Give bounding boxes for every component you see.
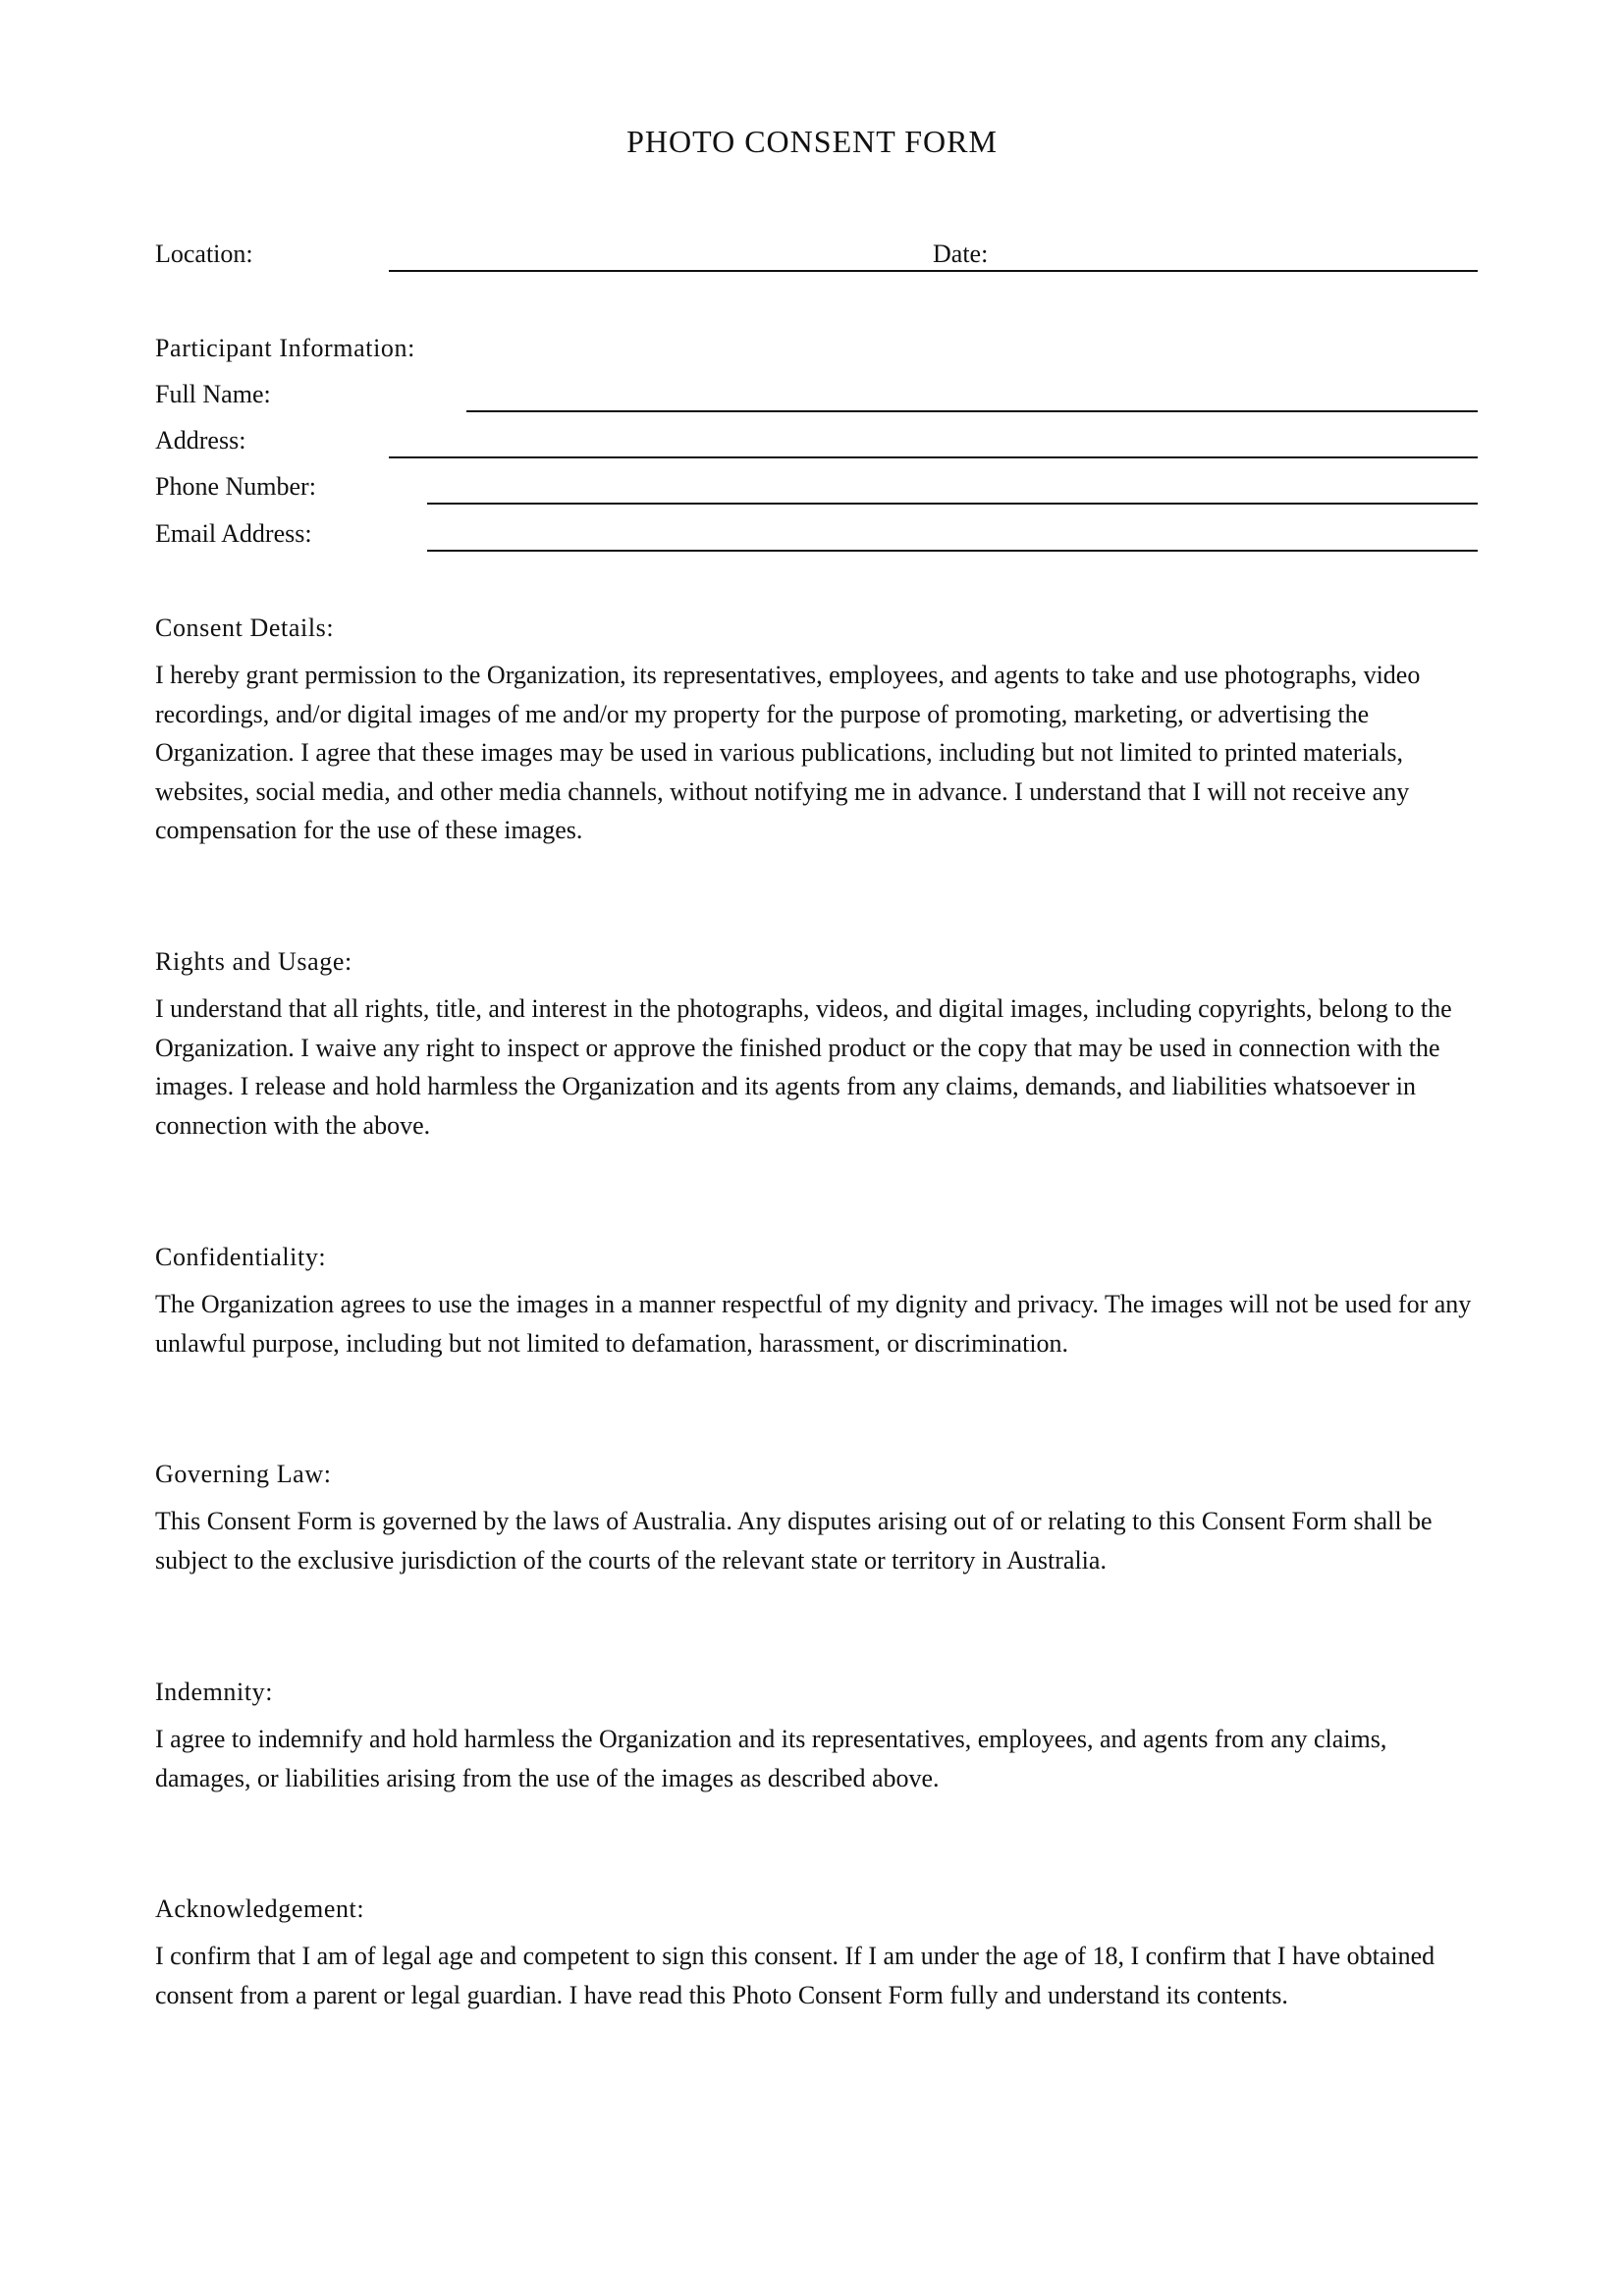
participant-info-heading: Participant Information: [155,334,415,362]
location-label: Location: [155,240,253,268]
page-title: PHOTO CONSENT FORM [626,124,998,159]
phone-label: Phone Number: [155,472,316,501]
indemnity-heading: Indemnity: [155,1678,274,1706]
address-label: Address: [155,426,246,454]
email-field-line[interactable] [427,550,1478,552]
governing-law-heading: Governing Law: [155,1460,332,1488]
consent-details-text: I hereby grant permission to the Organization, its representatives, employees, and agents to take and use photographs, video recordings, and/or digital images of me and/or my property for the purpose of promoting, marketing, or advertising the Organization. I agree that these images may be used in various publications, including but not limited to printed materials, websites, social media, and other media channels, without notifying me in advance. I understand that I will not receive any compensation for the use of these images. [155,661,1421,844]
acknowledgement-heading: Acknowledgement: [155,1895,365,1923]
full-name-label: Full Name: [155,380,271,408]
rights-usage-text: I understand that all rights, title, and interest in the photographs, videos, and digital images, including copyrights, belong to the Organization. I waive any right to inspect or approve the finished product or the copy that may be used in connection with the images. I release and hold harmless the Organization and its agents from any claims, demands, and liabilities whatsoever in connection with the above. [155,994,1452,1140]
full-name-field-line[interactable] [466,410,1478,412]
date-label: Date: [933,240,989,268]
consent-details-heading: Consent Details: [155,614,335,642]
address-field-line[interactable] [389,456,1478,458]
phone-field-line[interactable] [427,503,1478,505]
location-date-field-line[interactable] [389,270,1478,272]
governing-law-text: This Consent Form is governed by the laws of Australia. Any disputes arising out of or relating to this Consent Form shall be subject to the exclusive jurisdiction of the courts of the relevant state or territory in Australia. [155,1507,1433,1575]
rights-usage-heading: Rights and Usage: [155,947,352,976]
acknowledgement-text: I confirm that I am of legal age and competent to sign this consent. If I am under the age of 18, I confirm that I have obtained consent from a parent or legal guardian. I have read this Photo Consent Form fully and understand its contents. [155,1942,1435,2009]
confidentiality-heading: Confidentiality: [155,1243,327,1271]
confidentiality-text: The Organization agrees to use the images in a manner respectful of my dignity and privacy. The images will not be used for any unlawful purpose, including but not limited to defamation, harassment, or discrimination. [155,1290,1472,1358]
indemnity-text: I agree to indemnify and hold harmless the Organization and its representatives, employees, and agents from any claims, damages, or liabilities arising from the use of the images as described above. [155,1725,1387,1792]
email-label: Email Address: [155,519,312,548]
